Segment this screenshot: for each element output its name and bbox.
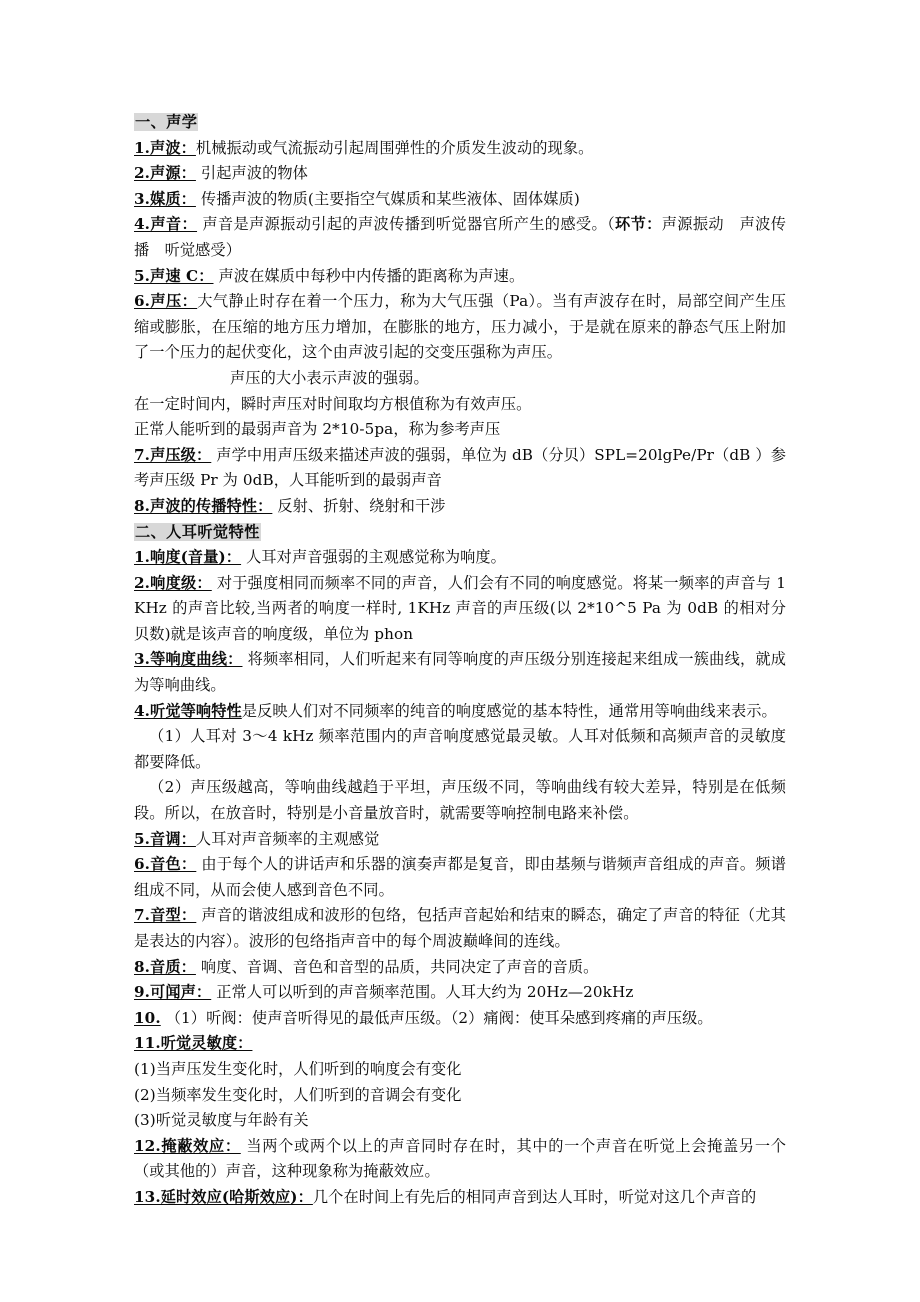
- plain-line-reference-pressure: 正常人能听到的最弱声音为 2*10-5pa，称为参考声压: [134, 420, 501, 439]
- sub-item-1: （1）人耳对 3～4 kHz 频率范围内的声音响度感觉最灵敏。人耳对低频和高频声音的灵敏度都要降低。: [134, 727, 786, 771]
- entry-term: 5.音调：: [134, 829, 196, 848]
- document-body: [134, 110, 786, 1211]
- entry-term: 3.媒质：: [134, 189, 196, 208]
- entry-term: 12.掩蔽效应：: [134, 1136, 241, 1155]
- section-heading-hearing-label: 二、人耳听觉特性: [135, 522, 260, 541]
- entry-term: 4.听觉等响特性: [134, 701, 242, 720]
- entry-body: （1）听阀：使声音听得见的最低声压级。（2）痛阀：使耳朵感到疼痛的声压级。: [165, 1008, 713, 1027]
- entry-term: 2.声源：: [134, 164, 196, 183]
- entry-term: 1.响度(音量)：: [134, 548, 242, 567]
- entry-term: 3.等响度曲线：: [134, 650, 243, 669]
- plain-line-effective-pressure: 在一定时间内，瞬时声压对时间取均方根值称为有效声压。: [134, 394, 532, 413]
- entry-sound: [134, 212, 786, 263]
- entry-body-bold: 环节：: [615, 215, 662, 234]
- entry-body: 是反映人们对不同频率的纯音的响度感觉的基本特性，通常用等响曲线来表示。: [241, 701, 777, 720]
- entry-term: 9.可闻声：: [134, 983, 212, 1002]
- entry-equal-loudness-curve: [134, 647, 786, 698]
- entry-sound-pressure-level: [134, 443, 786, 494]
- entry-sound-wave: [134, 136, 786, 162]
- entry-audible-sound: [134, 980, 786, 1006]
- entry-body: 几个在时间上有先后的相同声音到达人耳时，听觉对这几个声音的: [312, 1187, 757, 1206]
- entry-body: 响度、音调、音色和音型的品质，共同决定了声音的音质。: [200, 957, 599, 976]
- entry-body: 引起声波的物体: [200, 164, 308, 183]
- entry-masking-effect: [134, 1134, 786, 1185]
- entry-term: 8.声波的传播特性：: [134, 496, 273, 515]
- entry-equal-loudness-property: [134, 699, 786, 725]
- entry-term: 11.听觉灵敏度：: [134, 1034, 253, 1053]
- entry-term: 7.音型：: [134, 906, 197, 925]
- entry-haas-effect: [134, 1185, 786, 1211]
- entry-body: 大气静止时存在着一个压力，称为大气压强（Pa）。当有声波存在时，局部空间产生压缩或膨胀，在压缩的地方压力增加，在膨胀的地方，压力减小，于是就在原来的静态气压上附加了一个压力的起伏变化，这个由声波引起的交变压强称为声压。: [134, 292, 787, 362]
- entry-term: 2.响度级：: [134, 573, 212, 592]
- entry-loudness-level: [134, 571, 786, 648]
- entry-sound-source: [134, 161, 786, 187]
- sensitivity-item-3: (3)听觉灵敏度与年龄有关: [134, 1111, 309, 1130]
- entry-term: 5.声速 C：: [134, 266, 214, 285]
- entry-body: 由于每个人的讲话声和乐器的演奏声都是复音，即由基频与谐频声音组成的声音。频谱组成不同，从而会使人感到音色不同。: [134, 855, 786, 899]
- entry-term: 10.: [134, 1008, 161, 1027]
- entry-body: 正常人可以听到的声音频率范围。人耳大约为 20Hz—20kHz: [216, 983, 634, 1002]
- section-heading-acoustics: [134, 110, 786, 136]
- entry-term: 13.延时效应(哈斯效应)：: [134, 1187, 313, 1206]
- entry-propagation-characteristics: [134, 494, 786, 520]
- entry-body-post: 声源振动 声波传播 听觉感受）: [134, 215, 786, 259]
- entry-body: 将频率相同，人们听起来有同等响度的声压级分别连接起来组成一簇曲线，就成为等响曲线。: [134, 650, 787, 695]
- section-heading-acoustics-label: 一、声学: [135, 113, 198, 131]
- entry-body: 机械振动或气流振动引起周围弹性的介质发生波动的现象。: [195, 138, 594, 157]
- entry-term: 8.音质：: [134, 957, 196, 976]
- entry-sound-quality: [134, 955, 786, 981]
- entry-term: 1.声波：: [134, 138, 196, 157]
- entry-medium: [134, 187, 786, 213]
- entry-tone-type: [134, 903, 786, 954]
- entry-body-pre: 声音是声源振动引起的声波传播到听觉器官所产生的感受。（: [202, 215, 616, 234]
- plain-line-pressure-magnitude: 声压的大小表示声波的强弱。: [230, 368, 429, 387]
- entry-term: 4.声音：: [134, 215, 198, 234]
- entry-hearing-sensitivity: [134, 1031, 786, 1057]
- sensitivity-item-2: (2)当频率发生变化时，人们听到的音调会有变化: [134, 1085, 462, 1104]
- entry-timbre: [134, 852, 786, 903]
- entry-body: 对于强度相同而频率不同的声音，人们会有不同的响度感觉。将某一频率的声音与 1KHz 的声音比较,当两者的响度一样时, 1KHz 声音的声压级(以 2*10^5 Pa 为 0dB 的相对分贝数)就是该声音的响度级，单位为 phon: [134, 573, 786, 643]
- entry-body: 声波在媒质中每秒中内传播的距离称为声速。: [218, 266, 525, 285]
- entry-sound-speed: [134, 264, 786, 290]
- sub-item-2: （2）声压级越高，等响曲线越趋于平坦，声压级不同，等响曲线有较大差异，特别是在低频段。所以，在放音时，特别是小音量放音时，就需要等响控制电路来补偿。: [134, 778, 786, 823]
- entry-body: 人耳对声音频率的主观感觉: [195, 829, 380, 848]
- entry-body: 当两个或两个以上的声音同时存在时，其中的一个声音在听觉上会掩盖另一个（或其他的）声音，这种现象称为掩蔽效应。: [134, 1136, 786, 1181]
- entry-body: 传播声波的物质(主要指空气媒质和某些液体、固体媒质): [200, 189, 580, 208]
- entry-body: 声音的谐波组成和波形的包络，包括声音起始和结束的瞬态，确定了声音的特征（尤其是表达的内容）。波形的包络指声音中的每个周波巅峰间的连线。: [134, 906, 786, 950]
- entry-body: 人耳对声音强弱的主观感觉称为响度。: [246, 548, 506, 567]
- entry-sound-pressure: [134, 289, 786, 366]
- entry-body: 声学中用声压级来描述声波的强弱，单位为 dB（分贝）SPL=20lgPe/Pr（dB ）参考声压级 Pr 为 0dB，人耳能听到的最弱声音: [134, 445, 786, 490]
- entry-term: 6.音色：: [134, 855, 197, 874]
- sensitivity-item-1: (1)当声压发生变化时，人们听到的响度会有变化: [134, 1059, 462, 1078]
- entry-body: 反射、折射、绕射和干涉: [277, 496, 446, 515]
- entry-loudness: [134, 545, 786, 571]
- entry-term: 7.声压级：: [134, 445, 212, 464]
- section-heading-hearing: [134, 520, 786, 546]
- entry-pitch: [134, 827, 786, 853]
- entry-term: 6.声压：: [134, 292, 198, 311]
- entry-thresholds: [134, 1006, 786, 1032]
